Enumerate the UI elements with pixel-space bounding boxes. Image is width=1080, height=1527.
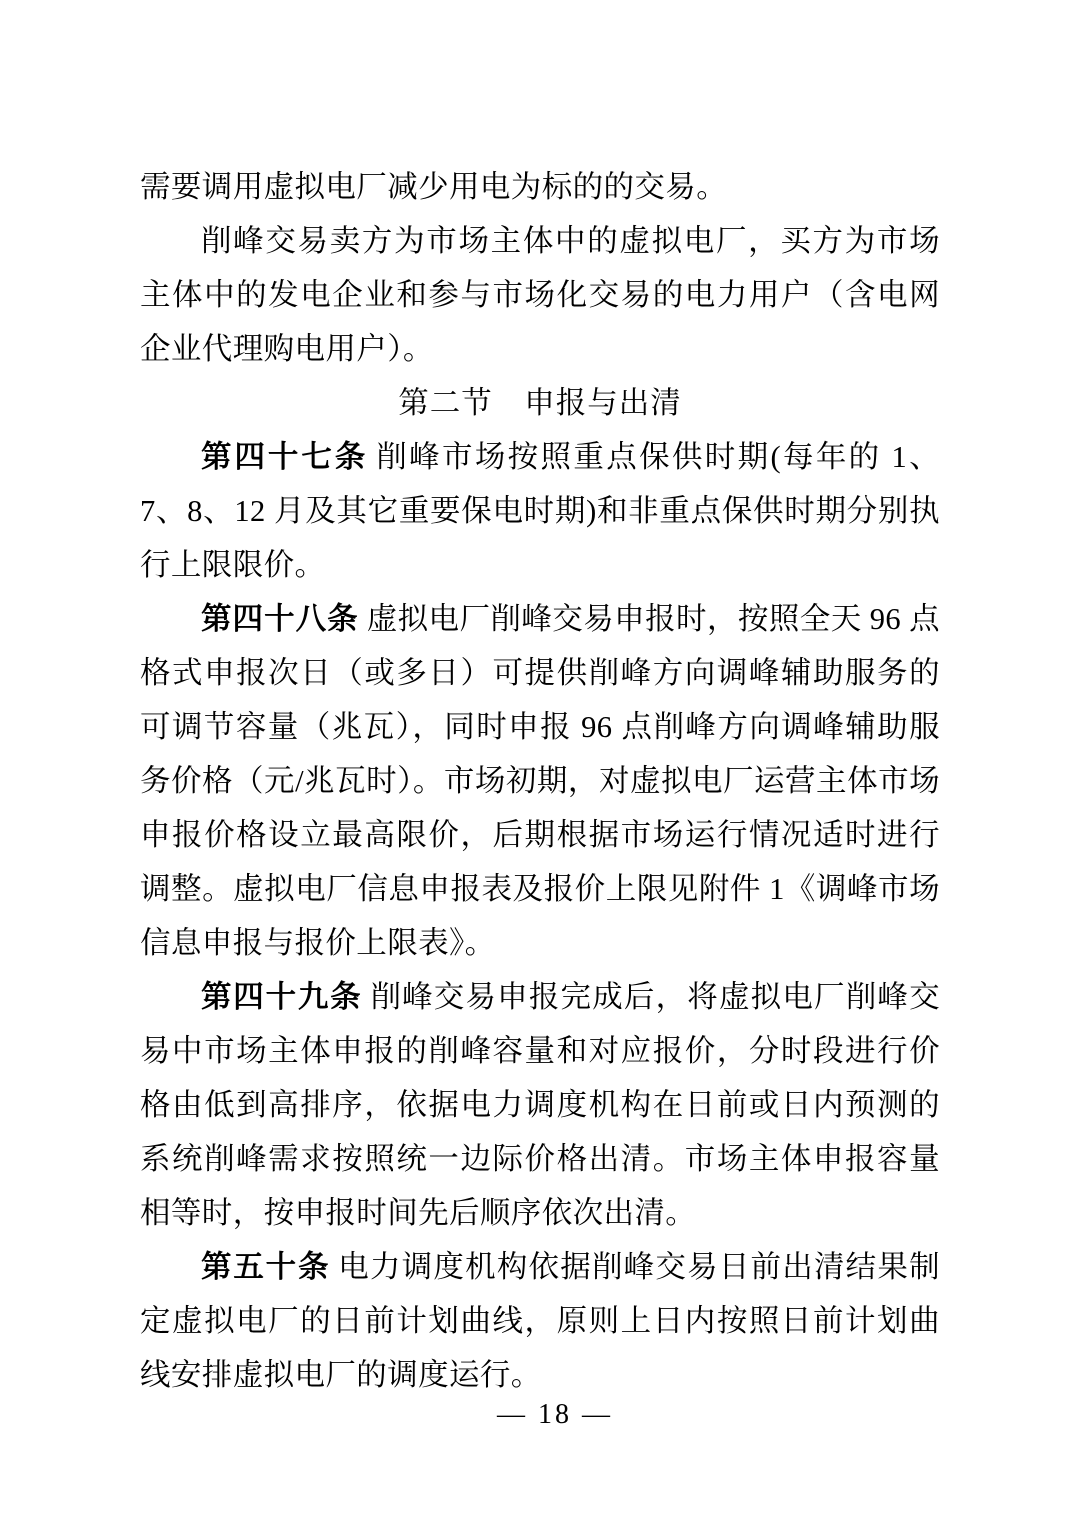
article-49 [140,970,940,1240]
section-heading: 第二节 申报与出清 [398,386,682,420]
article-48 [140,592,940,970]
article-47-text: 削峰市场按照重点保供时期(每年的 1、7、8、12 月及其它重要保电时期)和非重点保供时期分别执行上限限价。 [140,440,941,582]
paragraph-continuation: 需要调用虚拟电厂减少用电为标的的交易。 [140,170,728,204]
article-48-label: 第四十八条 [201,602,359,636]
page-number: — 18 — [497,1399,613,1430]
article-50-text: 电力调度机构依据削峰交易日前出清结果制定虚拟电厂的日前计划曲线，原则上日内按照日前计划曲线安排虚拟电厂的调度运行。 [140,1250,941,1392]
paragraph-trade-parties: 削峰交易卖方为市场主体中的虚拟电厂，买方为市场主体中的发电企业和参与市场化交易的电力用户（含电网企业代理购电用户）。 [140,224,940,366]
article-48-text: 虚拟电厂削峰交易申报时，按照全天 96 点格式申报次日（或多日）可提供削峰方向调峰辅助服务的可调节容量（兆瓦），同时申报 96 点削峰方向调峰辅助服务价格（元/兆瓦时）。市场初期，对虚拟电厂运营主体市场申报价格设立最高限价，后期根据市场运行情况适时进行调整。虚拟电厂信息申报表及报价上限见附件 1《调峰市场信息申报与报价上限表》。 [140,602,940,960]
article-50-label: 第五十条 [201,1250,331,1284]
article-49-label: 第四十九条 [201,980,363,1014]
document-body [140,160,940,1402]
article-50 [140,1240,940,1402]
article-49-text: 削峰交易申报完成后，将虚拟电厂削峰交易中市场主体申报的削峰容量和对应报价，分时段进行价格由低到高排序，依据电力调度机构在日前或日内预测的系统削峰需求按照统一边际价格出清。市场主体申报容量相等时，按申报时间先后顺序依次出清。 [140,980,941,1230]
article-47-label: 第四十七条 [201,440,369,474]
article-47 [140,430,940,592]
